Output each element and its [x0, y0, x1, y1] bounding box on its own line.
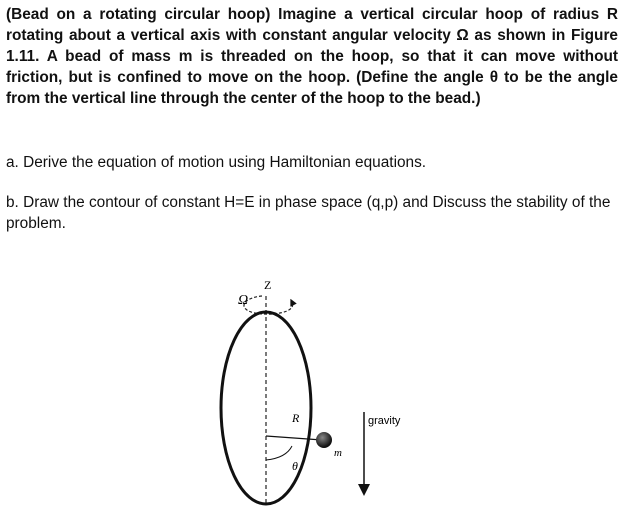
problem-intro: (Bead on a rotating circular hoop) Imagine a vertical circular hoop of radius R rotating about a vertical axis with constant angular velocity Ω as shown in Figure 1.11. A bead of mass m is threaded on the hoop, so that it can move without friction, but is confined to move on the hoop. (Define the angle θ to be the angle from the vertical line through the center of the hoop to the bead.)	[6, 6, 618, 107]
omega-label: Ω	[238, 293, 249, 308]
part-a: a. Derive the equation of motion using Hamiltonian equations.	[6, 154, 427, 171]
radius-line	[266, 436, 322, 440]
theta-arc	[266, 446, 292, 460]
radius-label: R	[292, 411, 300, 425]
part-b: b. Draw the contour of constant H=E in phase space (q,p) and Discuss the stability of the problem.	[6, 194, 611, 232]
bead	[316, 432, 332, 448]
gravity-label: gravity	[368, 415, 401, 427]
z-label: Z	[264, 278, 272, 292]
theta-label: θ	[292, 459, 298, 473]
mass-label: m	[334, 447, 342, 459]
